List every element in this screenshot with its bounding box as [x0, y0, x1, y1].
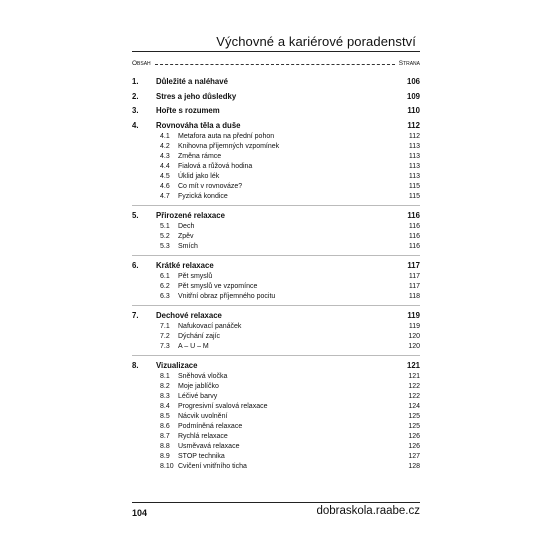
toc-chapter-row — [132, 310, 420, 321]
subsection-number: 4.3 — [160, 152, 170, 160]
subsection-number: 4.5 — [160, 172, 170, 180]
chapter-title: Vizualizace — [156, 360, 198, 370]
subsection-number: 4.2 — [160, 142, 170, 150]
subsection-page: 128 — [408, 462, 420, 470]
subsection-title: Nácvik uvolnění — [178, 412, 228, 420]
subsection-number: 7.2 — [160, 332, 170, 340]
chapter-number: 2. — [132, 91, 139, 101]
chapter-title: Krátké relaxace — [156, 260, 214, 270]
toc-subsection-row — [132, 322, 420, 332]
toc-section — [132, 76, 420, 87]
chapter-title: Hořte s rozumem — [156, 106, 220, 116]
subsection-title: Pět smyslů ve vzpomínce — [178, 282, 258, 290]
subsection-title: Sněhová vločka — [178, 372, 228, 380]
chapter-page: 116 — [407, 210, 420, 220]
chapter-page: 109 — [406, 91, 420, 101]
toc-subsection-row — [132, 342, 420, 352]
toc-subsection-row — [132, 282, 420, 292]
toc-subsection-row — [132, 412, 420, 422]
chapter-title: Důležité a naléhavé — [156, 77, 228, 86]
subsection-page: 124 — [408, 402, 420, 410]
subsection-number: 8.5 — [160, 412, 170, 420]
toc-section — [132, 105, 420, 116]
subsection-title: Co mít v rovnováze? — [178, 182, 243, 190]
subsection-number: 8.3 — [160, 392, 170, 400]
subsection-number: 6.1 — [160, 272, 170, 280]
subsection-page: 126 — [408, 432, 420, 440]
subsection-number: 8.2 — [160, 382, 170, 390]
subsection-page: 127 — [408, 452, 420, 460]
subsection-number: 4.7 — [160, 192, 170, 200]
subsection-page: 116 — [408, 222, 420, 230]
toc-chapter-row — [132, 76, 420, 87]
toc-subsection-row — [132, 182, 420, 192]
subsection-page: 117 — [408, 282, 420, 290]
subsection-page: 125 — [408, 412, 420, 420]
toc-subsection-row — [132, 402, 420, 412]
subsection-page: 122 — [408, 382, 420, 390]
dashed-leader — [155, 64, 395, 65]
toc-subsection-row — [132, 392, 420, 402]
subsection-title: Podmíněná relaxace — [178, 422, 243, 430]
toc-subsection-row — [132, 372, 420, 382]
subsection-title: Rychlá relaxace — [178, 432, 228, 440]
subsection-title: Úklid jako lék — [178, 172, 220, 180]
toc-subsection-row — [132, 142, 420, 152]
toc-chapter-row — [132, 260, 420, 271]
subsection-page: 115 — [408, 192, 420, 200]
toc-subsection-row — [132, 462, 420, 472]
toc-subsection-row — [132, 132, 420, 142]
toc-section — [132, 360, 420, 472]
chapter-number: 4. — [132, 120, 139, 130]
subsection-title: Léčivé barvy — [178, 392, 218, 400]
subsection-number: 5.3 — [160, 242, 170, 250]
subsection-title: Usměvavá relaxace — [178, 442, 240, 450]
subsection-title: Vnitřní obraz příjemného pocitu — [178, 292, 276, 300]
toc-subsection-row — [132, 222, 420, 232]
subsection-number: 8.4 — [160, 402, 170, 410]
subsection-page: 116 — [408, 242, 420, 250]
toc-subsection-row — [132, 242, 420, 252]
toc-chapter-row — [132, 120, 420, 131]
chapter-number: 1. — [132, 77, 139, 86]
subsection-page: 113 — [408, 142, 420, 150]
subsection-title: Změna rámce — [178, 152, 222, 160]
subsection-number: 8.1 — [160, 372, 170, 380]
subsection-title: STOP technika — [178, 452, 225, 460]
subsection-number: 6.3 — [160, 292, 170, 300]
subsection-page: 119 — [408, 322, 420, 330]
subsection-title: Nafukovací panáček — [178, 322, 242, 330]
toc-subsection-row — [132, 432, 420, 442]
chapter-page: 110 — [407, 106, 420, 116]
subsection-title: Moje jablíčko — [178, 382, 219, 390]
toc-subsection-row — [132, 382, 420, 392]
subsection-number: 6.2 — [160, 282, 170, 290]
toc-subsection-row — [132, 162, 420, 172]
subsection-title: A – U – M — [178, 342, 209, 350]
subsection-title: Fialová a růžová hodina — [178, 162, 253, 170]
subsection-page: 120 — [408, 342, 420, 350]
subsection-page: 113 — [408, 152, 420, 160]
website: dobraskola.raabe.cz — [316, 505, 420, 517]
subsection-title: Knihovna příjemných vzpomínek — [178, 142, 280, 150]
toc-subsection-row — [132, 332, 420, 342]
chapter-page: 117 — [407, 260, 420, 270]
subsection-number: 7.1 — [160, 322, 170, 330]
subsection-page: 113 — [408, 172, 420, 180]
subsection-number: 4.1 — [160, 132, 170, 140]
toc-section — [132, 91, 420, 102]
header-rule — [132, 51, 420, 52]
subsection-number: 8.6 — [160, 422, 170, 430]
chapter-number: 7. — [132, 310, 139, 320]
toc-subsection-row — [132, 292, 420, 302]
chapter-page: 106 — [406, 77, 420, 86]
toc-section — [132, 310, 420, 356]
subsection-page: 118 — [408, 292, 420, 300]
toc-subsection-row — [132, 272, 420, 282]
page-number: 104 — [132, 508, 148, 518]
chapter-page: 119 — [407, 310, 420, 320]
subsection-title: Dýchání zajíc — [178, 332, 221, 340]
running-title: Výchovné a kariérové poradenství — [216, 34, 416, 49]
subsection-number: 8.10 — [160, 462, 174, 470]
subsection-number: 8.7 — [160, 432, 170, 440]
chapter-number: 3. — [132, 106, 139, 116]
chapter-page: 112 — [407, 120, 420, 130]
toc-subsection-row — [132, 192, 420, 202]
toc-subsection-row — [132, 442, 420, 452]
subsection-title: Zpěv — [178, 232, 194, 240]
subsection-number: 8.9 — [160, 452, 170, 460]
toc-chapter-row — [132, 105, 420, 116]
subsection-title: Fyzická kondice — [178, 192, 228, 200]
subsection-number: 4.6 — [160, 182, 170, 190]
subsection-page: 125 — [408, 422, 420, 430]
subsection-page: 115 — [408, 182, 420, 190]
subsection-number: 4.4 — [160, 162, 170, 170]
toc-chapter-row — [132, 210, 420, 221]
table-of-contents — [132, 76, 420, 475]
contents-label: Obsah — [132, 59, 151, 67]
subsection-page: 112 — [408, 132, 420, 140]
subsection-page: 121 — [408, 372, 420, 380]
toc-subsection-row — [132, 422, 420, 432]
chapter-title: Stres a jeho důsledky — [156, 91, 237, 101]
toc-chapter-row — [132, 360, 420, 371]
subsection-page: 117 — [408, 272, 420, 280]
chapter-page: 121 — [406, 360, 420, 370]
toc-subsection-row — [132, 452, 420, 462]
toc-subsection-row — [132, 152, 420, 162]
toc-section — [132, 120, 420, 206]
subsection-title: Cvičení vnitřního ticha — [178, 462, 247, 470]
chapter-title: Rovnováha těla a duše — [156, 120, 241, 130]
subsection-page: 113 — [408, 162, 420, 170]
subsection-number: 5.2 — [160, 232, 170, 240]
toc-chapter-row — [132, 91, 420, 102]
chapter-title: Přirozené relaxace — [156, 210, 225, 220]
toc-subsection-row — [132, 172, 420, 182]
toc-section — [132, 260, 420, 306]
subsection-number: 5.1 — [160, 222, 170, 230]
subsection-page: 126 — [408, 442, 420, 450]
subsection-title: Smích — [178, 242, 198, 250]
chapter-title: Dechové relaxace — [156, 310, 222, 320]
subsection-page: 122 — [408, 392, 420, 400]
chapter-number: 8. — [132, 360, 139, 370]
page-label: Strana — [398, 59, 420, 67]
subsection-page: 116 — [408, 232, 420, 240]
subsection-number: 8.8 — [160, 442, 170, 450]
subsection-title: Dech — [178, 222, 195, 230]
footer-rule — [132, 502, 420, 503]
subsection-title: Progresivní svalová relaxace — [178, 402, 268, 410]
chapter-number: 5. — [132, 210, 139, 220]
subsection-page: 120 — [408, 332, 420, 340]
subsection-title: Metafora auta na přední pohon — [178, 132, 275, 140]
subsection-number: 7.3 — [160, 342, 170, 350]
toc-column-header — [132, 58, 420, 68]
subsection-title: Pět smyslů — [178, 272, 213, 280]
toc-section — [132, 210, 420, 256]
chapter-number: 6. — [132, 260, 139, 270]
toc-subsection-row — [132, 232, 420, 242]
